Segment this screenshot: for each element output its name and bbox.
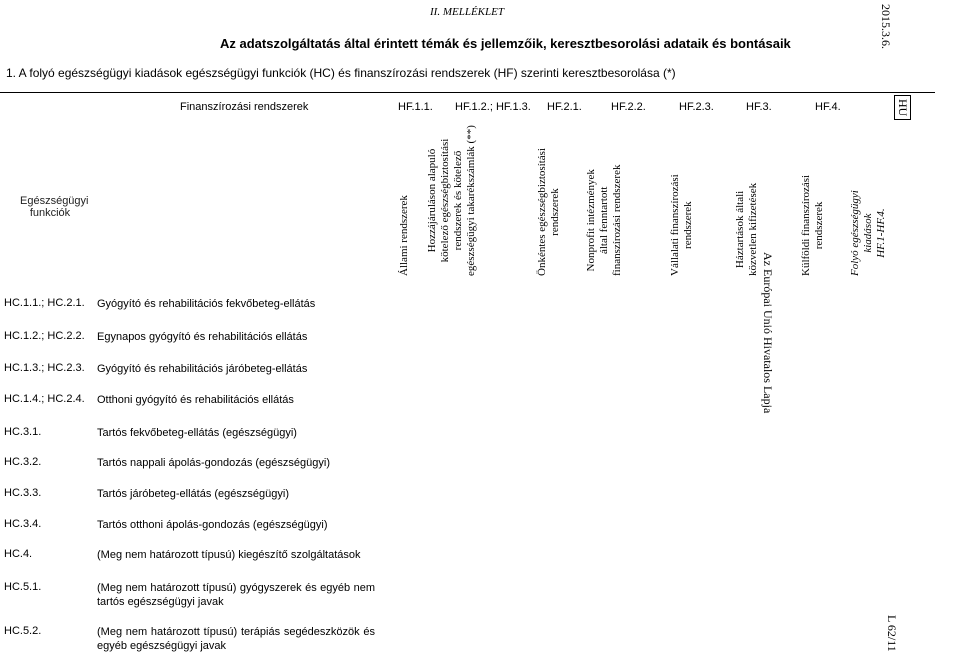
function-code: HC.1.1.; HC.2.1.	[4, 297, 85, 309]
side-page-number: L 62/11	[885, 615, 900, 652]
function-code: HC.3.2.	[4, 456, 42, 468]
function-code: HC.5.1.	[4, 581, 42, 593]
financing-code: HF.2.1.	[547, 101, 582, 113]
column-header-line: finanszírozási rendszerek	[610, 164, 623, 276]
function-description: Tartós nappali ápolás-gondozás (egészségügyi)	[97, 457, 330, 469]
column-header-line: HF.1-HF.4.	[874, 208, 887, 258]
function-code: HC.1.2.; HC.2.2.	[4, 330, 85, 342]
column-header-line: rendszerek	[549, 188, 561, 236]
column-header-line: rendszerek	[682, 201, 694, 249]
function-code: HC.1.4.; HC.2.4.	[4, 393, 85, 405]
header-rule	[0, 92, 935, 93]
financing-code: HF.4.	[815, 101, 841, 113]
page-title: Az adatszolgáltatás által érintett témák és jellemzőik, keresztbesorolási adataik és bontásaik	[220, 36, 791, 51]
column-header-line: közvetlen kifizetések	[747, 182, 759, 276]
column-header-line: Vállalati finanszírozási	[669, 174, 681, 276]
column-header-line: Hozzájáruláson alapuló	[426, 148, 438, 253]
column-header-line: Háztartások általi	[734, 190, 746, 269]
financing-code: HF.1.2.; HF.1.3.	[455, 101, 531, 113]
function-description: Tartós otthoni ápolás-gondozás (egészségügyi)	[97, 519, 328, 531]
column-header-line: rendszerek	[813, 201, 825, 250]
function-description: Gyógyító és rehabilitációs fekvőbeteg-ellátás	[97, 298, 316, 310]
column-header-line: Nonprofit intézmények	[584, 169, 597, 272]
column-header-line: egészségügyi takarékszámlák (**)	[465, 125, 477, 276]
function-code: HC.4.	[4, 548, 33, 560]
side-journal: Az Európai Unió Hivatalos Lapja	[760, 252, 775, 414]
column-header-line: Állami rendszerek	[397, 195, 410, 276]
financing-code: HF.1.1.	[398, 101, 433, 113]
financing-code: HF.2.2.	[611, 101, 646, 113]
function-description: Otthoni gyógyító és rehabilitációs ellátás	[97, 394, 294, 406]
function-description: Tartós fekvőbeteg-ellátás (egészségügyi)	[97, 427, 297, 439]
column-header-line: Folyó egészségügyi	[848, 190, 861, 276]
function-description: (Meg nem határozott típusú) terápiás segédeszközök és egyéb egészségügyi javak	[97, 626, 375, 652]
function-description: Gyógyító és rehabilitációs járóbeteg-ellátás	[97, 363, 308, 375]
side-date: 2015.3.6.	[879, 4, 893, 49]
function-code: HC.3.4.	[4, 518, 42, 530]
function-code: HC.5.2.	[4, 625, 42, 637]
function-code: HC.1.3.; HC.2.3.	[4, 362, 85, 374]
column-header-line: Külföldi finanszírozási	[800, 174, 812, 276]
financing-label: Finanszírozási rendszerek	[180, 101, 309, 113]
function-description: Tartós járóbeteg-ellátás (egészségügyi)	[97, 488, 289, 500]
function-code: HC.3.1.	[4, 426, 42, 438]
function-description: (Meg nem határozott típusú) kiegészítő szolgáltatások	[97, 549, 361, 561]
functions-label: Egészségügyi funkciók	[20, 195, 89, 219]
function-description: Egynapos gyógyító és rehabilitációs ellátás	[97, 331, 308, 343]
table-subtitle: 1. A folyó egészségügyi kiadások egészségügyi funkciók (HC) és finanszírozási rendszerek (HF) szerinti keresztbesorolása (*)	[6, 66, 676, 80]
financing-code: HF.3.	[746, 101, 772, 113]
financing-code: HF.2.3.	[679, 101, 714, 113]
column-header-line: rendszerek és kötelező	[452, 150, 464, 251]
function-description: (Meg nem határozott típusú) gyógyszerek és egyéb nem tartós egészségügyi javak	[97, 582, 375, 608]
column-header-line: kötelező egészségbiztosítási	[439, 138, 451, 263]
column-header-line: által fenntartott	[597, 186, 610, 255]
side-lang: HU	[911, 95, 936, 112]
column-header-line: kiadások	[861, 213, 874, 253]
annex-label: II. MELLÉKLET	[430, 6, 504, 18]
column-header-line: Önkéntes egészségbiztosítási	[536, 148, 548, 276]
function-code: HC.3.3.	[4, 487, 42, 499]
